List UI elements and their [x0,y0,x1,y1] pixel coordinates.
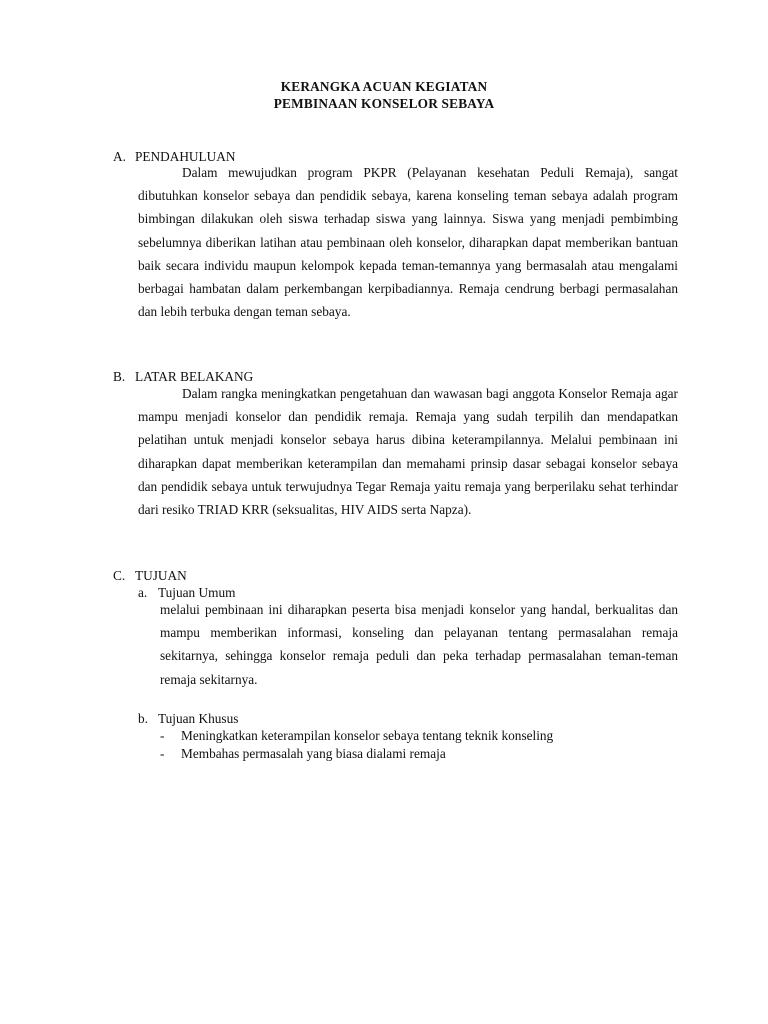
tujuan-khusus-item-1: Meningkatkan keterampilan konselor sebaya tentang teknik konseling [181,728,554,743]
section-c-title: TUJUAN [135,568,187,583]
tujuan-umum-title: Tujuan Umum [158,585,236,600]
bullet-dash: - [160,728,165,743]
tujuan-umum-paragraph [160,598,678,691]
section-c-heading [113,568,187,584]
section-b-title: LATAR BELAKANG [135,369,254,384]
tujuan-khusus-title: Tujuan Khusus [158,711,239,726]
section-a-letter: A. [113,149,126,164]
tujuan-khusus-heading [138,711,238,727]
tujuan-khusus-letter: b. [138,711,148,726]
tujuan-khusus-item [160,728,553,744]
section-a-body: Dalam mewujudkan program PKPR (Pelayanan kesehatan Peduli Remaja), sangat dibutuhkan konselor sebaya dan pendidik sebaya, karena konseling teman sebaya adalah program bimbingan dilakukan oleh siswa terhadap siswa yang lainnya. Siswa yang menjadi pembimbing sebelumnya diberikan latihan atau pembinaan oleh konselor, diharapkan dapat memberikan bantuan baik secara individu maupun kelompok kepada teman-temannya yang bermasalah atau mengalami berbagai hambatan dalam perkembangan kerpibadiannya. Remaja cendrung berbagi permasalahan dan lebih terbuka dengan teman sebaya. [138,165,678,320]
section-b-letter: B. [113,369,126,384]
section-b-paragraph [138,382,678,521]
tujuan-khusus-item [160,746,446,762]
tujuan-umum-body: melalui pembinaan ini diharapkan peserta bisa menjadi konselor yang handal, berkualitas dan mampu memberikan informasi, konseling dan pelayanan tentang permasalahan remaja sekitarnya, sehingga konselor remaja peduli dan peka terhadap permasalahan teman-teman remaja sekitarnya. [160,602,678,687]
document-title-line-2: PEMBINAAN KONSELOR SEBAYA [273,96,495,111]
tujuan-umum-letter: a. [138,585,148,600]
section-a-paragraph [138,161,678,323]
section-b-body: Dalam rangka meningkatkan pengetahuan dan wawasan bagi anggota Konselor Remaja agar mampu menjadi konselor dan pendidik remaja. Remaja yang sudah terpilih dan mendapatkan pelatihan untuk menjadi konselor sebaya harus dibina keterampilannya. Melalui pembinaan ini diharapkan dapat memberikan keterampilan dan memahami prinsip dasar sebagai konselor sebaya dan pendidik sebaya untuk terwujudnya Tegar Remaja yaitu remaja yang berperilaku sehat terhindar dari resiko TRIAD KRR (seksualitas, HIV AIDS serta Napza). [138,386,678,518]
tujuan-khusus-item-2: Membahas permasalah yang biasa dialami remaja [181,746,446,761]
document-title-line-1: KERANGKA ACUAN KEGIATAN [280,79,488,94]
bullet-dash: - [160,746,165,761]
section-c-letter: C. [113,568,126,583]
section-a-title: PENDAHULUAN [135,149,236,164]
